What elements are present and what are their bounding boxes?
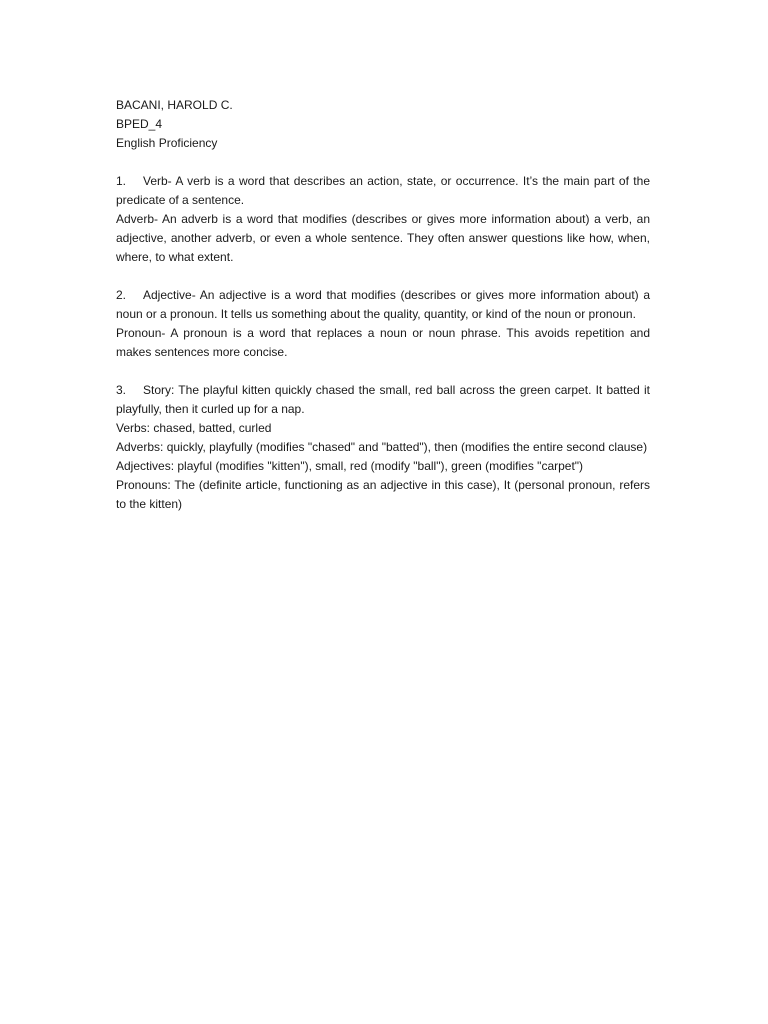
item-3-line-4: Pronouns: The (definite article, functioning as an adjective in this case), It (personal pronoun, refers to the kitten): [116, 478, 650, 511]
spacer: [116, 362, 650, 381]
item-1-lead: [116, 172, 650, 210]
student-name: BACANI, HAROLD C.: [116, 98, 233, 112]
section-label: BPED_4: [116, 117, 163, 131]
item-1-number: 1.: [116, 174, 127, 188]
subject-label: English Proficiency: [116, 136, 218, 150]
document-page: [116, 96, 650, 514]
item-3-number: 3.: [116, 383, 127, 397]
item-1: [116, 172, 650, 267]
item-3-lead-text: Story: The playful kitten quickly chased the small, red ball across the green carpet. It batted it playfully, then it curled up for a nap.: [116, 383, 650, 416]
spacer: [116, 267, 650, 286]
item-3-line-2: Adverbs: quickly, playfully (modifies "chased" and "batted"), then (modifies the entire second clause): [116, 440, 648, 454]
item-2-line-1: Pronoun- A pronoun is a word that replaces a noun or noun phrase. This avoids repetition and makes sentences more concise.: [116, 326, 650, 359]
item-3-line-3: Adjectives: playful (modifies "kitten"), small, red (modify "ball"), green (modifies "carpet"): [116, 459, 584, 473]
item-2-number: 2.: [116, 288, 127, 302]
spacer: [116, 153, 650, 172]
item-2-lead: [116, 286, 650, 324]
item-3-line-1: Verbs: chased, batted, curled: [116, 421, 272, 435]
item-1-line-1: Adverb- An adverb is a word that modifies (describes or gives more information about) a verb, an adjective, another adverb, or even a whole sentence. They often answer questions like how, when, where, to what extent.: [116, 212, 650, 264]
item-2: [116, 286, 650, 362]
item-2-lead-text: Adjective- An adjective is a word that modifies (describes or gives more information about) a noun or a pronoun. It tells us something about the quality, quantity, or kind of the noun or pronoun.: [116, 288, 650, 321]
item-3: [116, 381, 650, 514]
item-1-lead-text: Verb- A verb is a word that describes an action, state, or occurrence. It’s the main part of the predicate of a sentence.: [116, 174, 650, 207]
item-3-lead: [116, 381, 650, 419]
